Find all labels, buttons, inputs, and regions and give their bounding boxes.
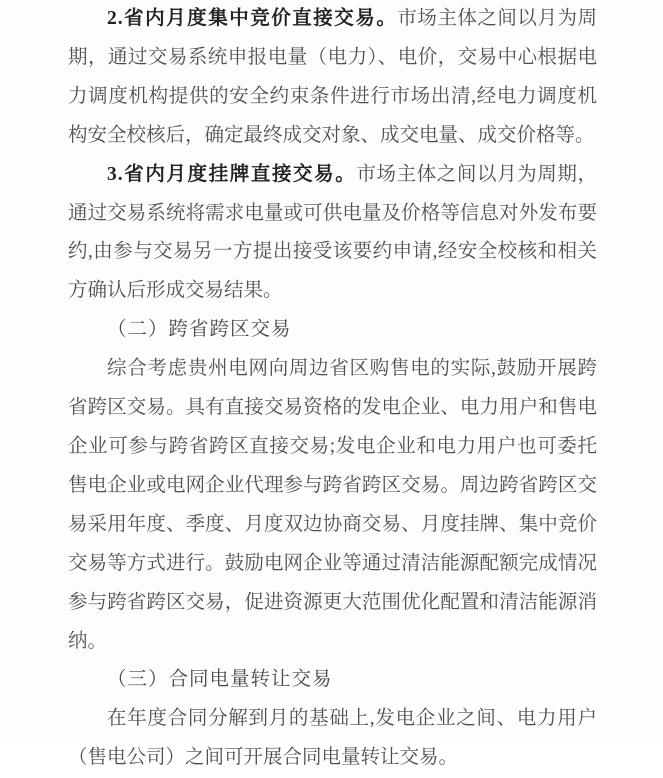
paragraph-monthly-listing-trade-text: 市场主体之间以月为周期，通过交易系统将需求电量或可供电量及价格等信息对外发布要约,由参与交易另一方提出接受该要约申请,经安全校核和相关方确认后形成交易结果。 bbox=[68, 163, 597, 302]
paragraph-contract-transfer-trade-body-text: 在年度合同分解到月的基础上,发电企业之间、电力用户（售电公司）之间可开展合同电量转让交易。 bbox=[68, 708, 597, 769]
section-heading-contract-transfer-trade-text: （三）合同电量转让交易 bbox=[107, 669, 333, 691]
paragraph-contract-transfer-trade-body bbox=[68, 700, 597, 778]
paragraph-monthly-bidding-trade-text: 市场主体之间以月为周期，通过交易系统申报电量（电力）、电价，交易中心根据电力调度机构提供的安全约束条件进行市场出清,经电力调度机构安全校核后，确定最终成交对象、成交电量、成交价格等。 bbox=[68, 8, 597, 146]
paragraph-cross-province-trade-body-text: 综合考虑贵州电网向周边省区购售电的实际,鼓励开展跨省跨区交易。具有直接交易资格的发电企业、电力用户和售电企业可参与跨省跨区直接交易;发电企业和电力用户也可委托售电企业或电网企业代理参与跨省跨区交易。周边跨省跨区交易采用年度、季度、月度双边协商交易、月度挂牌、集中竞价交易等方式进行。鼓励电网企业等通过清洁能源配额完成情况参与跨省跨区交易，促进资源更大范围优化配置和清洁能源消纳。 bbox=[68, 358, 597, 652]
paragraph-monthly-bidding-trade-heading: 2.省内月度集中竞价直接交易。 bbox=[107, 8, 398, 29]
paragraph-cross-province-trade-body bbox=[68, 350, 597, 661]
section-heading-cross-province-trade-text: （二）跨省跨区交易 bbox=[107, 319, 292, 341]
paragraph-monthly-bidding-trade bbox=[68, 0, 597, 156]
paragraph-monthly-listing-trade-heading: 3.省内月度挂牌直接交易。 bbox=[107, 163, 357, 185]
section-heading-cross-province-trade bbox=[68, 311, 597, 350]
section-heading-contract-transfer-trade bbox=[68, 661, 597, 700]
paragraph-monthly-listing-trade bbox=[68, 156, 597, 312]
